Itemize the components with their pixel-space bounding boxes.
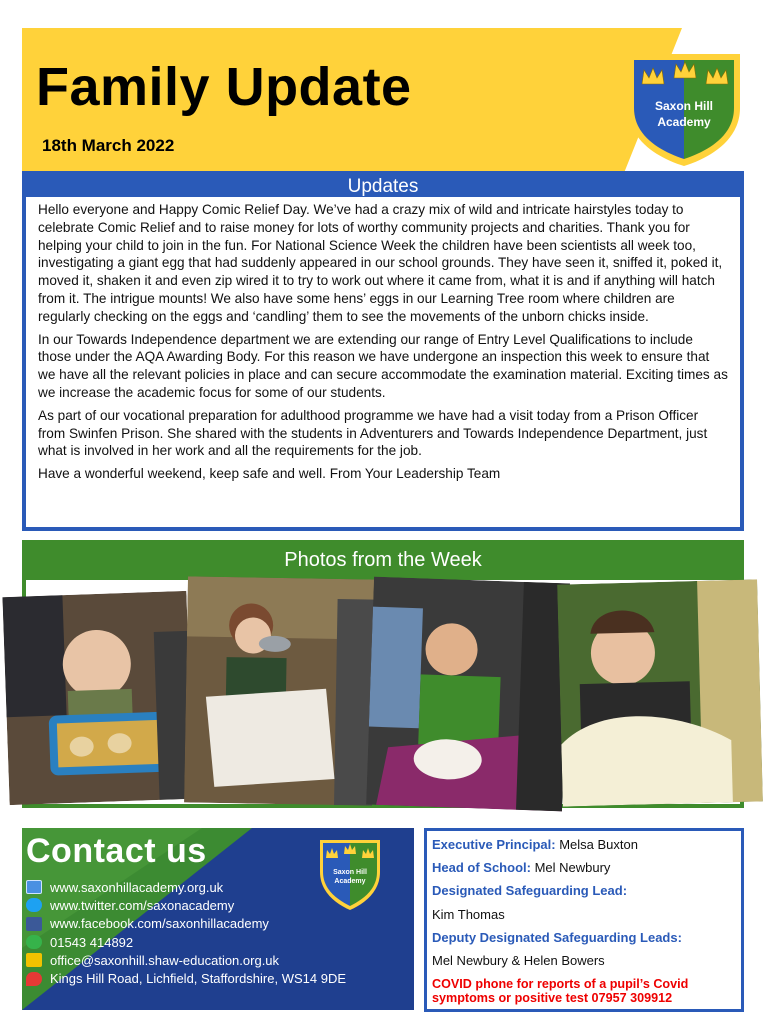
dsl-label: Designated Safeguarding Lead: xyxy=(432,883,628,898)
updates-paragraph: As part of our vocational preparation for adulthood programme we have had a visit today from a Prison Officer from Swinfen Prison. She shared with the students in Adventurers and Towards Independence Department, just what is involved in her work and all the requirements for the job. xyxy=(38,407,708,459)
updates-paragraph: Hello everyone and Happy Comic Relief Day. We’ve had a crazy mix of wild and intricate hairstyles today to celebrate Comic Relief and to raise money for lots of worthy community projects and charities. Thank you for helping your child to join in the fun. For National Science Week the children have been scientists all week too, investigating a giant egg that had suddenly appeared in our school grounds. They have seen it, sniffed it, poked it, moved it, shaken it and even zip wired it to try to work out where it came from, what it is and if anything will hatch from it. The intrigue mounts! We also have some hens’ eggs in our Learning Tree room where children are regularly checking on the eggs and ‘candling’ them to see the movements of the unborn chicks inside. xyxy=(38,202,723,324)
photo-egg-tray xyxy=(2,591,193,805)
page-title: Family Update xyxy=(36,57,412,117)
updates-heading: Updates xyxy=(347,176,419,197)
head-of-school-row xyxy=(432,860,610,875)
updates-paragraph: In our Towards Independence department we are extending our range of Entry Level Qualifications to include those under the AQA Awarding Body. For this reason we have undergone an inspection this week to ensure that we have all the relevant policies in place and can secure accommodate the examination material. Exciting times as we increase the academic focus for some of our students. xyxy=(38,331,728,400)
contact-text: www.facebook.com/saxonhillacademy xyxy=(50,916,269,932)
exec-principal-label: Executive Principal: xyxy=(432,837,556,852)
updates-paragraph: Have a wonderful weekend, keep safe and well. From Your Leadership Team xyxy=(38,466,501,482)
exec-principal-row xyxy=(432,837,638,852)
covid-line-2: symptoms or positive test 07957 309912 xyxy=(432,991,673,1005)
updates-section xyxy=(22,171,744,531)
contact-item-website[interactable] xyxy=(26,878,346,896)
contact-crest-logo xyxy=(316,836,384,912)
covid-line-1: COVID phone for reports of a pupil’s Covid xyxy=(432,977,689,991)
photo-boy-blanket xyxy=(557,579,763,806)
school-crest-logo xyxy=(620,48,748,168)
web-icon xyxy=(26,880,42,894)
contact-item-email[interactable] xyxy=(26,951,346,969)
deputy-dsl-label: Deputy Designated Safeguarding Leads: xyxy=(432,930,682,945)
dsl-name: Kim Thomas xyxy=(432,907,505,922)
issue-date: 18th March 2022 xyxy=(42,136,175,155)
head-of-school-label: Head of School: xyxy=(432,860,531,875)
location-icon xyxy=(26,972,42,986)
crest-name-line1: Saxon Hill xyxy=(654,99,714,113)
photo-boy-guinea-pig xyxy=(366,577,570,812)
contact-text: 01543 414892 xyxy=(50,934,134,950)
contact-text: office@saxonhill.shaw-education.org.uk xyxy=(50,952,280,968)
contact-list xyxy=(26,878,346,988)
deputy-dsl-names: Mel Newbury & Helen Bowers xyxy=(432,953,605,968)
crest-name-line2: Academy xyxy=(657,115,711,129)
contact-panel xyxy=(22,828,414,1010)
facebook-icon xyxy=(26,917,42,931)
contact-text: www.saxonhillacademy.org.uk xyxy=(50,879,224,895)
email-icon xyxy=(26,953,42,967)
contact-item-address xyxy=(26,969,346,987)
phone-icon xyxy=(26,935,42,949)
updates-text xyxy=(38,201,728,488)
crest-name-line1: Saxon Hill xyxy=(333,869,367,876)
staff-contacts-panel xyxy=(424,828,744,1012)
contact-item-phone[interactable] xyxy=(26,933,346,951)
crest-name-line2: Academy xyxy=(334,878,366,885)
head-of-school-name: Mel Newbury xyxy=(534,860,611,875)
twitter-icon xyxy=(26,898,42,912)
contact-item-facebook[interactable] xyxy=(26,915,346,933)
contact-text: Kings Hill Road, Lichfield, Staffordshire, WS14 9DE xyxy=(50,971,347,987)
contact-title: Contact us xyxy=(26,832,207,870)
contact-text: www.twitter.com/saxonacademy xyxy=(50,897,235,913)
photo-girl-drinking xyxy=(184,576,376,805)
photos-heading: Photos from the Week xyxy=(26,544,740,580)
exec-principal-name: Melsa Buxton xyxy=(559,837,638,852)
contact-item-twitter[interactable] xyxy=(26,896,346,914)
